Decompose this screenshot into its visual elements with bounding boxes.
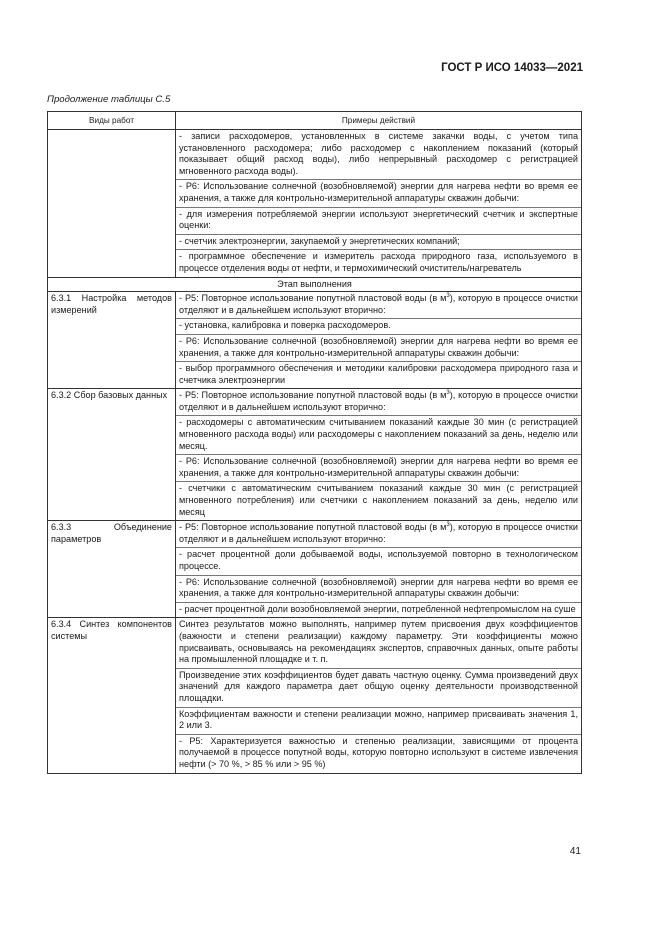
action-paragraph: Произведение этих коэффициентов будет давать частную оценку. Сумма произведений двух значений для каждого параметра дает общую оценку деятельности производственной площадки. <box>176 668 581 707</box>
table-row <box>48 521 582 618</box>
action-paragraph: - Р5: Повторное использование попутной пластовой воды (в $м^3$), которую в процессе очистки отделяют и в дальнейшем используют вторично: <box>179 522 578 544</box>
action-paragraph: Коэффициентам важности и степени реализации можно, например присваивать значения 1, 2 или 3. <box>176 707 581 734</box>
action-paragraph: - Р5: Повторное использование попутной пластовой воды (в $м^3$), которую в процессе очистки отделяют и в дальнейшем используют вторично: <box>179 390 578 412</box>
action-paragraph: - Р5: Характеризуется важностью и степенью реализации, зависящими от процента получаемой в процессе попутной воды, которую повторно используют в системе извлечения нефти (> 70 %, > 85 % или > 95 %) <box>176 734 581 773</box>
document-header-code: ГОСТ Р ИСО 14033—2021 <box>441 62 583 74</box>
work-type-cell: 6.3.1 Настройка методов измерений <box>48 292 176 389</box>
action-paragraph: Синтез результатов можно выполнять, например путем присвоения двух коэффициентов (важности и степени реализации) каждому параметру. Эти коэффициенты можно присваивать, основываясь на рекомендациях экспертов, справочных данных, опыте работы на промышленной площадке и т. п. <box>179 619 578 665</box>
work-type-cell: 6.3.4 Синтез компонентов системы <box>48 618 176 773</box>
table-cell-actions <box>176 618 582 773</box>
action-paragraph: - установка, калибровка и поверка расходомеров. <box>176 318 581 334</box>
action-paragraph: - Р5: Повторное использование попутной пластовой воды (в $м^3$), которую в процессе очистки отделяют и в дальнейшем используют вторично: <box>179 293 578 315</box>
table-header-row <box>48 112 582 130</box>
page-number: 41 <box>569 846 581 857</box>
action-paragraph: - Р6: Использование солнечной (возобновляемой) энергии для нагрева нефти во время ее хранения, а также для контрольно-измерительной аппаратуры скважин добычи: <box>176 575 581 602</box>
column-header-work-type: Виды работ <box>48 112 176 130</box>
activities-table <box>47 111 582 774</box>
action-paragraph: - Р6: Использование солнечной (возобновляемой) энергии для нагрева нефти во время ее хранения, а также для контрольно-измерительной аппаратуры скважин добычи: <box>176 179 581 206</box>
action-paragraph: - для измерения потребляемой энергии используют энергетический счетчик и экспертные оценки: <box>176 207 581 234</box>
table-cell-actions <box>176 292 582 389</box>
action-paragraph: - выбор программного обеспечения и методики калибровки расходомера природного газа и счетчика электроэнергии <box>176 361 581 388</box>
action-paragraph: - расчет процентной доли добываемой воды, используемой повторно в технологическом процессе. <box>176 547 581 574</box>
action-paragraph: - расчет процентной доли возобновляемой энергии, потребленной нефтепромыслом на суше <box>176 602 581 618</box>
action-paragraph: - программное обеспечение и измеритель расхода природного газа, используемого в процессе отделения воды от нефти, и термохимический очиститель/нагреватель <box>176 249 581 276</box>
work-type-cell: 6.3.2 Сбор базовых данных <box>48 389 176 521</box>
table-row <box>48 618 582 773</box>
table-cell-empty <box>48 130 176 278</box>
table-row <box>48 292 582 389</box>
work-type-cell: 6.3.3 Объединение параметров <box>48 521 176 618</box>
action-paragraph: - счетчики с автоматическим считыванием показаний каждые 30 мин (с регистрацией мгновенного потребления) или счетчики с накоплением показаний за день, неделю или месяц <box>176 481 581 520</box>
action-paragraph: - записи расходомеров, установленных в системе закачки воды, с учетом типа установленного расходомера; либо расходомер с накоплением показаний (который показывает общий расход воды), либо непрерывный расходомер с регистрацией мгновенного расхода воды). <box>179 131 578 176</box>
action-paragraph: - Р6: Использование солнечной (возобновляемой) энергии для нагрева нефти во время ее хранения, а также для контрольно-измерительной аппаратуры скважин добычи: <box>176 454 581 481</box>
table-row-continuation <box>48 130 582 278</box>
action-paragraph: - счетчик электроэнергии, закупаемой у энергетических компаний; <box>176 234 581 250</box>
table-row-stage <box>48 277 582 292</box>
table-cell-actions <box>176 521 582 618</box>
stage-heading: Этап выполнения <box>48 277 582 292</box>
table-cell-actions <box>176 130 582 278</box>
action-paragraph: - расходомеры с автоматическим считыванием показаний каждые 30 мин (с регистрацией мгновенного расхода воды) или расходомеры с накоплением показаний за день, неделю или месяц. <box>176 415 581 454</box>
column-header-examples: Примеры действий <box>176 112 582 130</box>
table-cell-actions <box>176 389 582 521</box>
table-row <box>48 389 582 521</box>
action-paragraph: - Р6: Использование солнечной (возобновляемой) энергии для нагрева нефти во время ее хранения, а также для контрольно-измерительной аппаратуры скважин добычи: <box>176 334 581 361</box>
table-caption: Продолжение таблицы С.5 <box>47 94 171 105</box>
